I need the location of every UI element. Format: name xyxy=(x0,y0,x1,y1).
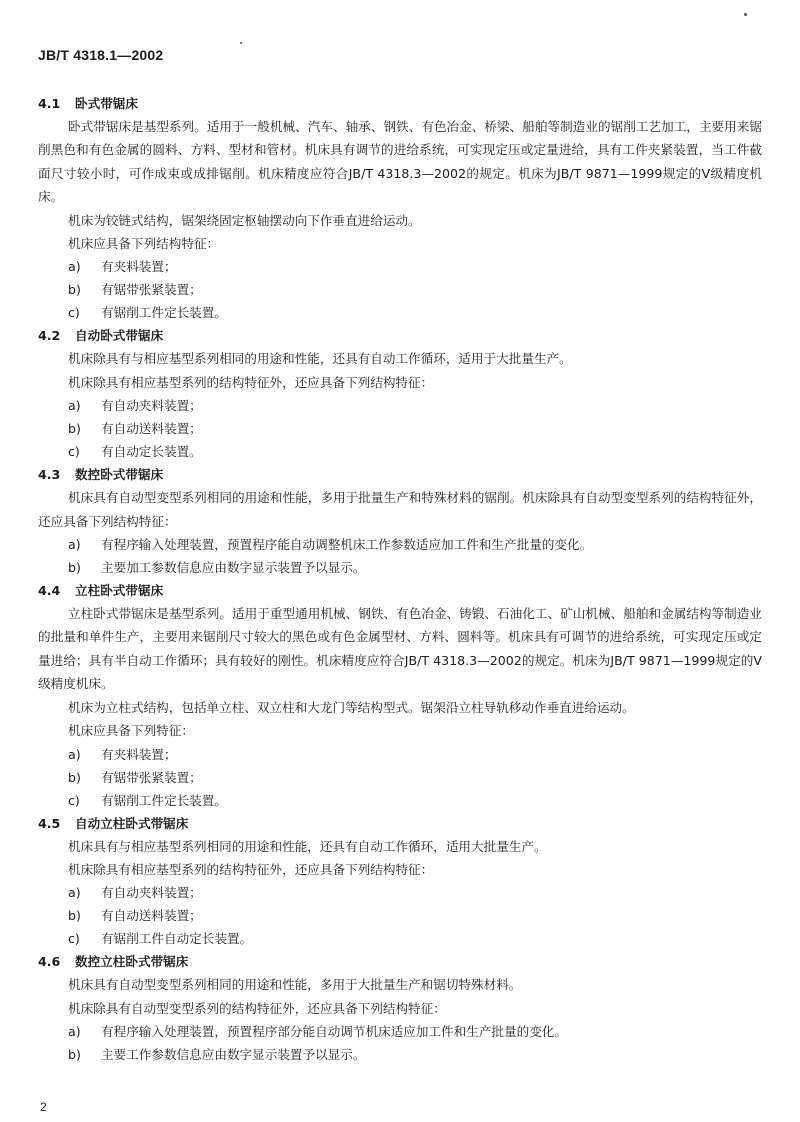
list-item: a) 有夹料装置； xyxy=(68,259,177,275)
paragraph: 机床为铰链式结构，锯架绕固定枢轴摆动向下作垂直进给运动。 xyxy=(68,212,421,228)
paragraph: 机床除具有相应基型系列的结构特征外，还应具备下列结构特征： xyxy=(68,861,434,877)
list-item: a) 有夹料装置； xyxy=(68,746,177,762)
paragraph: 机床除具有相应基型系列的结构特征外，还应具备下列结构特征： xyxy=(68,374,434,390)
scan-speck xyxy=(744,13,747,16)
section-heading: 4.5 自动立柱卧式带锯床 xyxy=(38,815,189,831)
section-heading: 4.1 卧式带锯床 xyxy=(38,96,138,111)
list-item: b) 主要工作参数信息应由数字显示装置予以显示。 xyxy=(68,1047,366,1063)
section-4-4 xyxy=(38,579,762,811)
section-4-3 xyxy=(38,463,762,579)
section-4-6 xyxy=(38,950,762,1066)
paragraph: 机床除具有与相应基型系列相同的用途和性能，还具有自动工作循环，适用于大批量生产。 xyxy=(68,351,572,367)
paragraph: 机床除具有自动型变型系列的结构特征外，还应具备下列结构特征： xyxy=(68,1000,446,1016)
standard-code-header: JB/T 4318.1—2002 xyxy=(38,47,164,63)
section-4-1 xyxy=(38,92,762,324)
scan-speck xyxy=(240,42,242,44)
list-item: b) 有锯带张紧装置； xyxy=(68,282,202,298)
section-4-5 xyxy=(38,812,762,951)
paragraph: 机床为立柱式结构，包括单立柱、双立柱和大龙门等结构型式。锯架沿立柱导轨移动作垂直进给运动。 xyxy=(68,699,635,715)
list-item: c) 有锯削工件定长装置。 xyxy=(68,792,227,808)
list-item: b) 主要加工参数信息应由数字显示装置予以显示。 xyxy=(68,560,366,576)
section-4-2 xyxy=(38,324,762,463)
paragraph: 机床具有与相应基型系列相同的用途和性能，还具有自动工作循环，适用大批量生产。 xyxy=(68,838,547,854)
paragraph: 机床应具备下列结构特征： xyxy=(68,236,220,252)
list-item: b) 有自动送料装置； xyxy=(68,908,202,924)
list-item: b) 有自动送料装置； xyxy=(68,421,202,437)
list-item: b) 有锯带张紧装置； xyxy=(68,769,202,785)
paragraph: 机床具有自动型变型系列相同的用途和性能，多用于大批量生产和锯切特殊材料。 xyxy=(68,977,522,993)
paragraph: 机床应具备下列特征： xyxy=(68,723,194,739)
list-item: a) 有自动夹料装置； xyxy=(68,398,202,414)
page-number: 2 xyxy=(40,1100,47,1114)
document-body xyxy=(38,92,762,1066)
list-item: c) 有锯削工件自动定长装置。 xyxy=(68,931,253,947)
section-heading: 4.3 数控卧式带锯床 xyxy=(38,467,164,483)
list-item: c) 有锯削工件定长装置。 xyxy=(68,305,227,321)
section-heading: 4.2 自动卧式带锯床 xyxy=(38,328,164,344)
list-item: a) 有自动夹料装置； xyxy=(68,885,202,901)
paragraph: 卧式带锯床是基型系列。适用于一般机械、汽车、轴承、钢铁、有色冶金、桥梁、船舶等制造业的锯削工艺加工，主要用来锯削黑色和有色金属的圆料、方料、型材和管材。机床具有调节的进给系统，可实现定压或定量进给，具有工件夹紧装置，当工件截面尺寸较小时，可作成束或成排锯削。机床精度应符合JB/T 4318.3—2002的规定。机床为JB/T 9871—1999规定的Ⅴ级精度机床。 xyxy=(38,119,762,205)
list-item: a) 有程序输入处理装置，预置程序能自动调整机床工作参数适应加工件和生产批量的变化。 xyxy=(68,537,593,553)
paragraph: 机床具有自动型变型系列相同的用途和性能，多用于批量生产和特殊材料的锯削。机床除具有自动型变型系列的结构特征外，还应具备下列结构特征： xyxy=(38,490,762,529)
section-heading: 4.6 数控立柱卧式带锯床 xyxy=(38,954,189,970)
list-item: a) 有程序输入处理装置，预置程序部分能自动调节机床适应加工件和生产批量的变化。 xyxy=(68,1024,567,1040)
section-heading: 4.4 立柱卧式带锯床 xyxy=(38,583,164,599)
list-item: c) 有自动定长装置。 xyxy=(68,444,202,460)
paragraph: 立柱卧式带锯床是基型系列。适用于重型通用机械、钢铁、有色冶金、铸锻、石油化工、矿山机械、船舶和金属结构等制造业的批量和单件生产，主要用来锯削尺寸较大的黑色或有色金属型材、方料、圆料等。机床具有可调节的进给系统，可实现定压或定量进给；具有半自动工作循环；具有较好的刚性。机床精度应符合JB/T 4318.3—2002的规定。机床为JB/T 9871—1999规定的Ⅴ级精度机床。 xyxy=(38,606,762,692)
